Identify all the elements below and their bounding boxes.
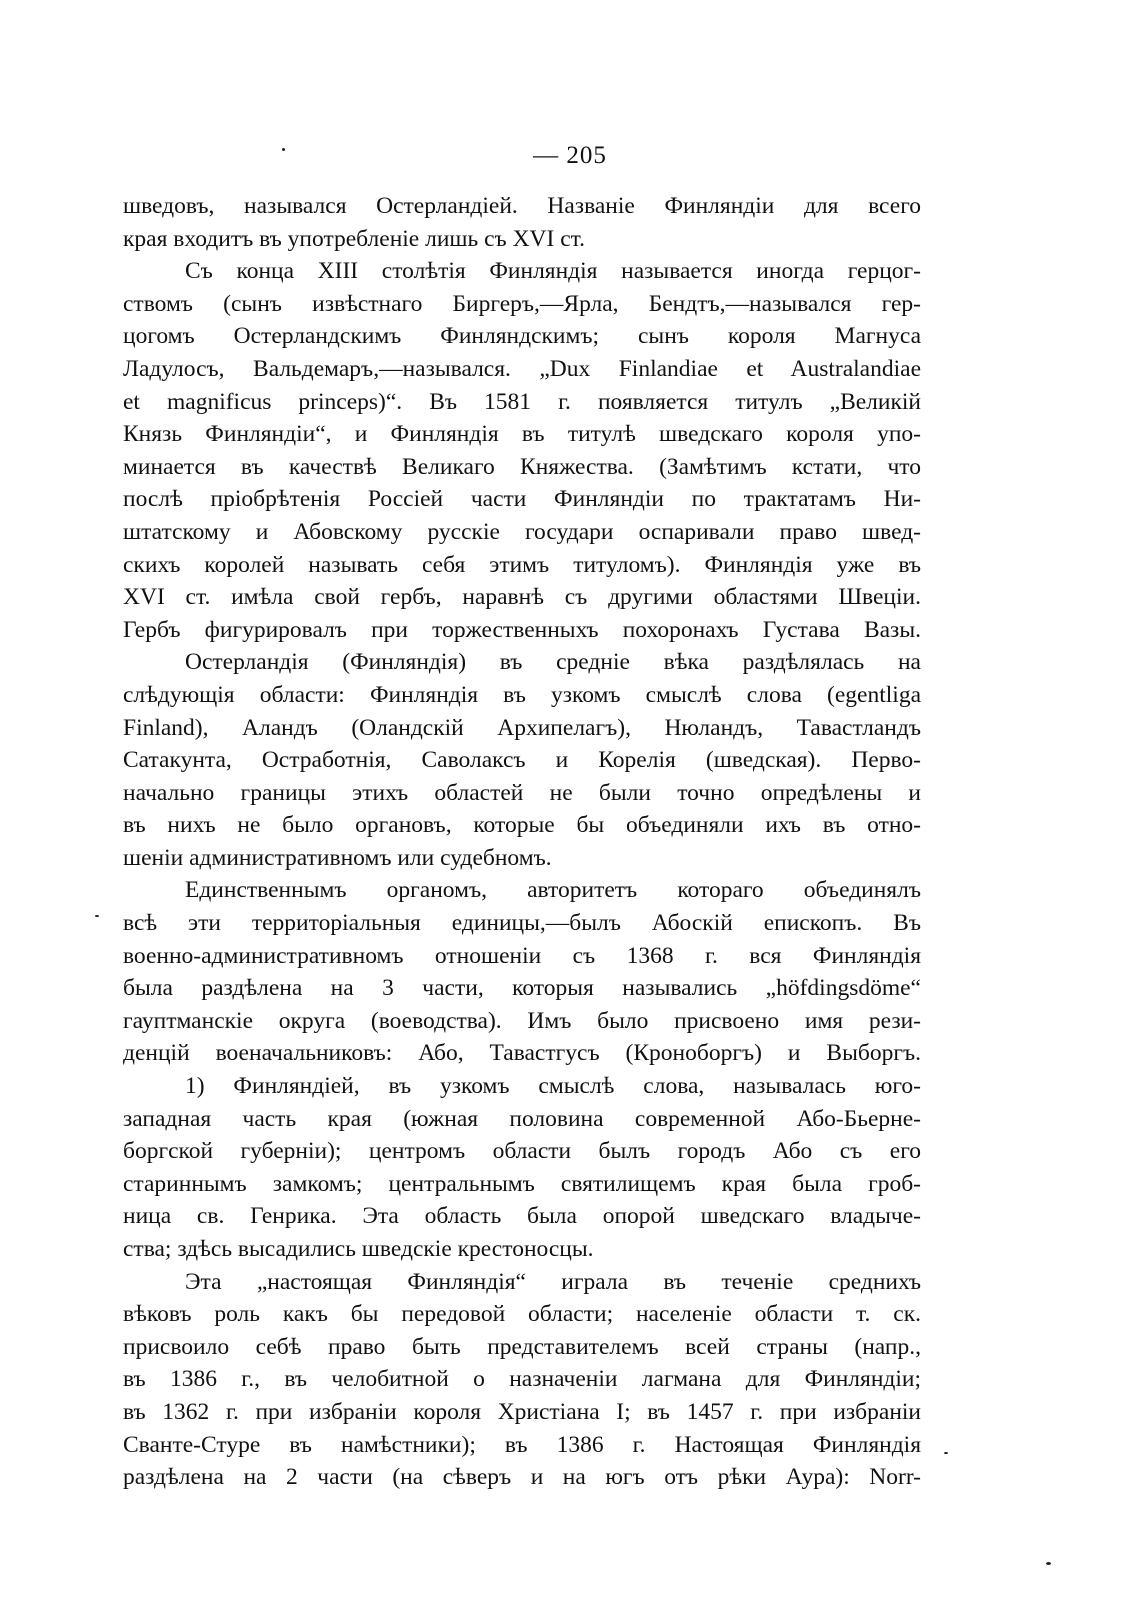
text-line: Сатакунта, Остработнія, Саволаксъ и Корелія (шведская). Перво- <box>123 747 921 774</box>
scan-speck <box>95 915 99 917</box>
text-line: денцій военачальниковъ: Або, Тавастгусъ (Кроноборгъ) и Выборгъ. <box>123 1040 921 1067</box>
text-line: Остерландія (Финляндія) въ средніе вѣка раздѣлялась на <box>185 649 921 676</box>
text-line: Князь Финляндіи“, и Финляндія въ титулѣ шведскаго короля упо- <box>123 421 921 448</box>
text-line: стариннымъ замкомъ; центральнымъ святилищемъ края была гроб- <box>123 1170 921 1197</box>
text-line: XVI ст. имѣла свой гербъ, наравнѣ съ другими областями Швеціи. <box>123 584 921 611</box>
text-line: вѣковъ роль какъ бы передовой области; населеніе области т. ск. <box>123 1301 921 1328</box>
text-line: всѣ эти территоріальныя единицы,—былъ Абоскій епископъ. Въ <box>123 910 921 937</box>
text-line: 1) Финляндіей, въ узкомъ смыслѣ слова, называлась юго- <box>185 1073 921 1100</box>
text-line: цогомъ Остерландскимъ Финляндскимъ; сынъ короля Магнуса <box>123 323 921 350</box>
text-line: начально границы этихъ областей не были точно опредѣлены и <box>123 779 921 806</box>
text-line: раздѣлена на 2 части (на сѣверъ и на югъ отъ рѣки Аура): Norr- <box>123 1464 921 1491</box>
scan-speck <box>282 148 285 151</box>
text-line: et magnificus princeps)“. Въ 1581 г. появляется титулъ „Великій <box>123 388 921 415</box>
text-line: Ладулосъ, Вальдемаръ,—назывался. „Dux Finlandiae et Australandiae <box>123 355 921 382</box>
text-line: шведовъ, назывался Остерландіей. Названіе Финляндіи для всего <box>123 193 921 219</box>
text-line: Finland), Аландъ (Оландскій Архипелагъ), Нюландъ, Тавастландъ <box>123 714 921 741</box>
text-line: штатскому и Абовскому русскіе государи оспаривали право швед- <box>123 518 921 545</box>
body-text <box>123 190 921 1494</box>
text-line: Сванте-Стуре въ намѣстники); въ 1386 г. Настоящая Финляндія <box>123 1431 921 1458</box>
page-number: — 205 <box>533 142 607 169</box>
text-line: въ 1362 г. при избраніи короля Христіана I; въ 1457 г. при избраніи <box>123 1398 921 1425</box>
text-line: гауптманскіе округа (воеводства). Имъ было присвоено имя рези- <box>123 1007 921 1034</box>
text-line: въ нихъ не было органовъ, которые бы объединяли ихъ въ отно- <box>123 812 921 839</box>
scan-speck <box>944 1452 948 1454</box>
text-line: Съ конца XIII столѣтія Финляндія называется иногда герцог- <box>185 258 921 285</box>
text-line: скихъ королей называть себя этимъ титуломъ). Финляндія уже въ <box>123 551 921 578</box>
scan-speck <box>1046 1562 1051 1565</box>
text-line: Эта „настоящая Финляндія“ играла въ теченіе среднихъ <box>185 1268 921 1295</box>
text-line: была раздѣлена на 3 части, которыя назывались „höfdingsdöme“ <box>123 975 921 1002</box>
text-line: ница св. Генрика. Эта область была опорой шведскаго владыче- <box>123 1203 921 1230</box>
text-line: слѣдующія области: Финляндія въ узкомъ смыслѣ слова (egentliga <box>123 681 921 708</box>
text-line: ствомъ (сынъ извѣстнаго Биргеръ,—Ярла, Бендтъ,—назывался гер- <box>123 290 921 317</box>
text-line: шеніи административномъ или судебномъ. <box>123 844 552 871</box>
text-line: послѣ пріобрѣтенія Россіей части Финляндіи по трактатамъ Ни- <box>123 486 921 513</box>
text-line: ства; здѣсь высадились шведскіе крестоносцы. <box>123 1236 594 1262</box>
text-line: присвоило себѣ право быть представителемъ всей страны (напр., <box>123 1333 921 1360</box>
text-line: минается въ качествѣ Великаго Княжества. (Замѣтимъ кстати, что <box>123 453 921 480</box>
text-line: военно-административномъ отношеніи съ 1368 г. вся Финляндія <box>123 942 921 969</box>
text-line: Единственнымъ органомъ, авторитетъ котораго объединялъ <box>185 877 921 904</box>
text-line: западная часть края (южная половина современной Або-Бьерне- <box>123 1105 921 1132</box>
text-line: боргской губерніи); центромъ области былъ городъ Або съ его <box>123 1138 921 1165</box>
text-line: Гербъ фигурировалъ при торжественныхъ похоронахъ Густава Вазы. <box>123 616 921 643</box>
text-line: края входитъ въ употребленіе лишь съ XVI ст. <box>123 225 586 252</box>
text-line: въ 1386 г., въ челобитной о назначеніи лагмана для Финляндіи; <box>123 1366 921 1393</box>
